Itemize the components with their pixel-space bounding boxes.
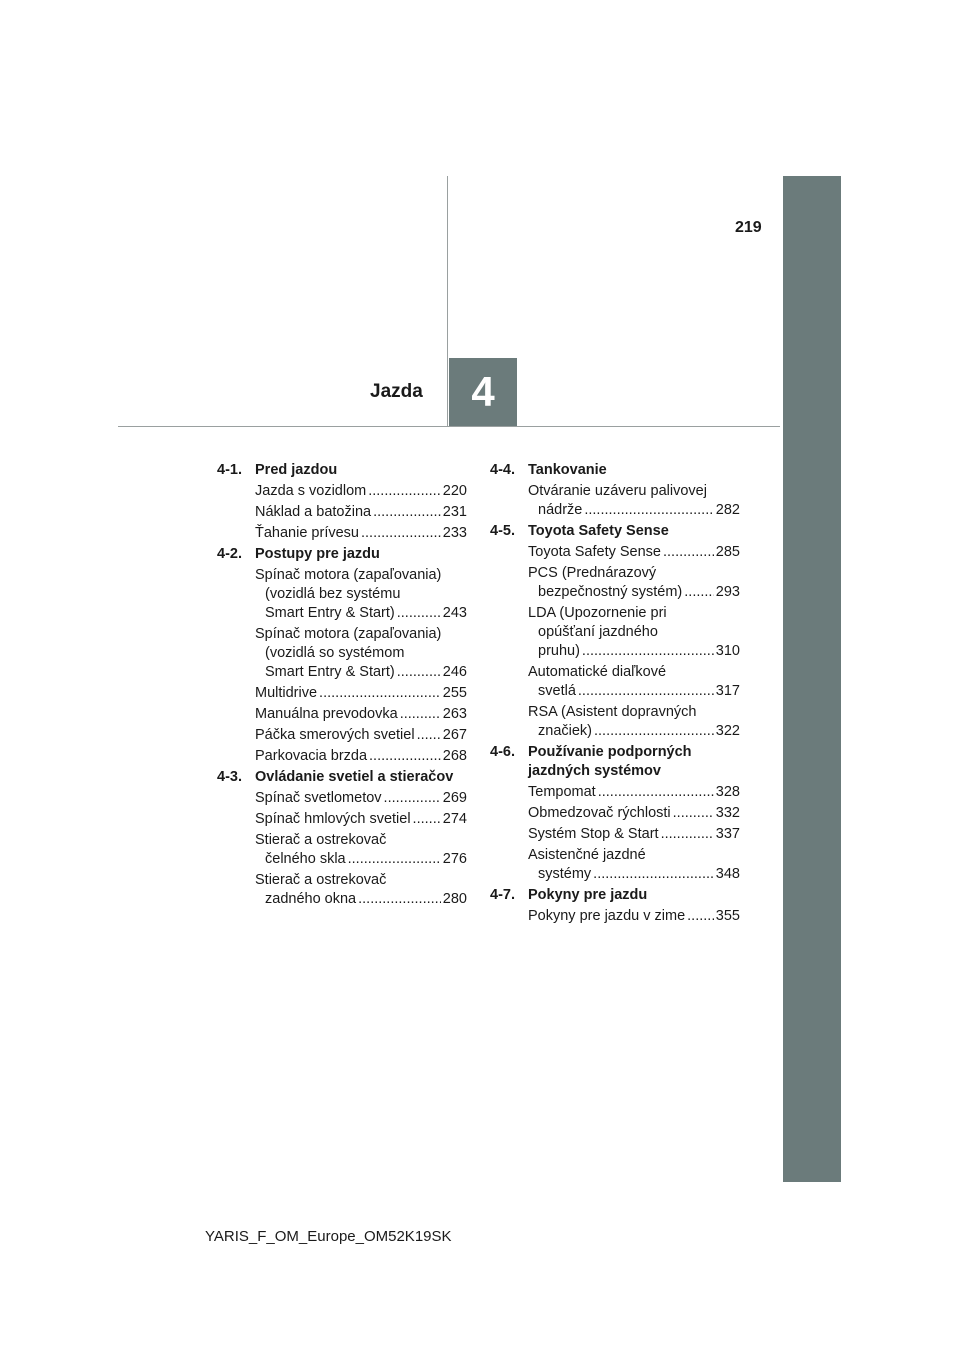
toc-leader-dots bbox=[397, 663, 441, 682]
toc-entry-page: 276 bbox=[442, 851, 467, 867]
section-title: Tankovanie bbox=[528, 462, 607, 478]
toc-entry-line bbox=[528, 501, 740, 520]
toc-section-heading[interactable] bbox=[217, 461, 467, 480]
toc-entry-line bbox=[255, 789, 467, 808]
toc-entry-page: 255 bbox=[442, 685, 467, 701]
toc-entry-text: bezpečnostný systém) bbox=[538, 584, 683, 600]
toc-entry-line bbox=[255, 503, 467, 522]
toc-entry[interactable] bbox=[528, 825, 740, 844]
toc-leader-dots bbox=[687, 907, 714, 926]
toc-section-heading[interactable] bbox=[490, 743, 740, 781]
toc-entry-page: 233 bbox=[442, 525, 467, 541]
section-title: Postupy pre jazdu bbox=[255, 546, 380, 562]
toc-entry-line bbox=[528, 907, 740, 926]
toc-entry-line bbox=[528, 543, 740, 562]
toc-entry-text: Pokyny pre jazdu v zime bbox=[528, 908, 686, 924]
toc-entry-line bbox=[255, 747, 467, 766]
toc-entry-line bbox=[528, 865, 740, 884]
toc-entry-page: 267 bbox=[442, 727, 467, 743]
toc-section-heading[interactable] bbox=[490, 461, 740, 480]
toc-entry-line bbox=[528, 783, 740, 802]
toc-entry[interactable] bbox=[255, 789, 467, 808]
toc-leader-dots bbox=[584, 501, 713, 520]
toc-entry-page: 246 bbox=[442, 664, 467, 680]
toc-entry-line bbox=[255, 482, 467, 501]
toc-entry-line bbox=[255, 850, 467, 869]
toc-entry-text: Parkovacia brzda bbox=[255, 748, 368, 764]
toc-entry-line bbox=[255, 663, 467, 682]
toc-entry[interactable] bbox=[528, 804, 740, 823]
toc-entry-page: 269 bbox=[442, 790, 467, 806]
section-number: 4-7. bbox=[490, 887, 515, 903]
toc-entry-page: 268 bbox=[442, 748, 467, 764]
toc-leader-dots bbox=[413, 810, 441, 829]
toc-section-heading[interactable] bbox=[490, 886, 740, 905]
toc-entry-text: Stierač a ostrekovač bbox=[255, 832, 387, 848]
toc-entry-text: Otváranie uzáveru palivovej bbox=[528, 483, 707, 499]
toc-entry-text: Multidrive bbox=[255, 685, 318, 701]
toc-entry[interactable] bbox=[255, 810, 467, 829]
toc-entry-text: Páčka smerových svetiel bbox=[255, 727, 415, 743]
toc-leader-dots bbox=[417, 726, 441, 745]
toc-entry-line bbox=[255, 890, 467, 909]
toc-entry-line bbox=[255, 726, 467, 745]
toc-entry-page: 293 bbox=[715, 584, 740, 600]
toc-entry-page: 332 bbox=[715, 805, 740, 821]
toc-entry-text: Náklad a batožina bbox=[255, 504, 372, 520]
toc-entry-text: Toyota Safety Sense bbox=[528, 544, 661, 560]
toc-entry-line bbox=[528, 583, 740, 602]
toc-entry-text: Smart Entry & Start) bbox=[265, 664, 395, 680]
header-horizontal-rule bbox=[118, 426, 780, 427]
toc-entry-line bbox=[255, 810, 467, 829]
toc-entry-page: 355 bbox=[715, 908, 740, 924]
chapter-number: 4 bbox=[471, 368, 495, 415]
toc-leader-dots bbox=[373, 503, 441, 522]
toc-entry[interactable] bbox=[255, 684, 467, 703]
section-number: 4-1. bbox=[217, 462, 242, 478]
toc-entry-text: Tempomat bbox=[528, 784, 596, 800]
toc-entry[interactable] bbox=[255, 566, 467, 623]
toc-entry[interactable] bbox=[255, 482, 467, 501]
toc-entry-text: Jazda s vozidlom bbox=[255, 483, 367, 499]
toc-entry[interactable] bbox=[255, 625, 467, 682]
toc-leader-dots bbox=[578, 682, 714, 701]
toc-leader-dots bbox=[361, 524, 441, 543]
toc-entry[interactable] bbox=[528, 564, 740, 602]
header-vertical-rule bbox=[447, 176, 448, 426]
document-footer: YARIS_F_OM_Europe_OM52K19SK bbox=[205, 1228, 452, 1245]
toc-leader-dots bbox=[663, 543, 714, 562]
toc-entry-text: systémy bbox=[538, 866, 592, 882]
toc-entry-page: 310 bbox=[715, 643, 740, 659]
toc-entry-line bbox=[255, 524, 467, 543]
toc-leader-dots bbox=[348, 850, 441, 869]
toc-entry-text: RSA (Asistent dopravných bbox=[528, 704, 697, 720]
chapter-sidebar-tab bbox=[783, 176, 841, 1182]
toc-entry-line bbox=[255, 604, 467, 623]
toc-entry-line bbox=[528, 722, 740, 741]
toc-entry[interactable] bbox=[528, 604, 740, 661]
toc-entry[interactable] bbox=[528, 482, 740, 520]
toc-leader-dots bbox=[673, 804, 714, 823]
toc-entry-text: PCS (Prednárazový bbox=[528, 565, 657, 581]
toc-entry-page: 337 bbox=[715, 826, 740, 842]
toc-entry[interactable] bbox=[528, 543, 740, 562]
toc-entry-page: 243 bbox=[442, 605, 467, 621]
toc-leader-dots bbox=[358, 890, 441, 909]
section-number: 4-2. bbox=[217, 546, 242, 562]
toc-entry-page: 220 bbox=[442, 483, 467, 499]
toc-entry[interactable] bbox=[528, 846, 740, 884]
toc-entry-text: Spínač motora (zapaľovania) bbox=[255, 626, 442, 642]
toc-entry-text: Spínač motora (zapaľovania) bbox=[255, 567, 442, 583]
toc-entry-page: 322 bbox=[715, 723, 740, 739]
toc-entry-line bbox=[255, 705, 467, 724]
toc-entry-text: Manuálna prevodovka bbox=[255, 706, 398, 722]
toc-entry-text: Spínač svetlometov bbox=[255, 790, 382, 806]
toc-entry[interactable] bbox=[528, 907, 740, 926]
toc-entry[interactable] bbox=[255, 831, 467, 869]
page-number: 219 bbox=[735, 219, 762, 236]
toc-entry-text: opúšťaní jazdného bbox=[538, 624, 658, 640]
toc-left-column bbox=[217, 459, 467, 911]
toc-entry-text: Smart Entry & Start) bbox=[265, 605, 395, 621]
section-title: Ovládanie svetiel a stieračov bbox=[255, 769, 454, 785]
toc-entry-text: Obmedzovač rýchlosti bbox=[528, 805, 671, 821]
toc-entry-text: Asistenčné jazdné bbox=[528, 847, 646, 863]
toc-entry-page: 328 bbox=[715, 784, 740, 800]
toc-section-heading[interactable] bbox=[490, 522, 740, 541]
toc-section-heading[interactable] bbox=[217, 768, 467, 787]
toc-leader-dots bbox=[594, 722, 714, 741]
toc-leader-dots bbox=[598, 783, 714, 802]
toc-entry-line bbox=[528, 825, 740, 844]
toc-entry[interactable] bbox=[528, 703, 740, 741]
toc-entry-text: nádrže bbox=[538, 502, 583, 518]
toc-right-column bbox=[490, 459, 740, 928]
toc-entry-text: značiek) bbox=[538, 723, 592, 739]
toc-leader-dots bbox=[684, 583, 714, 602]
toc-entry-text: (vozidlá bez systému bbox=[265, 586, 401, 602]
toc-entry-text: Spínač hmlových svetiel bbox=[255, 811, 411, 827]
section-title: Toyota Safety Sense bbox=[528, 523, 669, 539]
toc-entry-text: (vozidlá so systémom bbox=[265, 645, 405, 661]
toc-entry-page: 348 bbox=[715, 866, 740, 882]
toc-entry[interactable] bbox=[255, 726, 467, 745]
toc-leader-dots bbox=[369, 747, 441, 766]
section-number: 4-5. bbox=[490, 523, 515, 539]
toc-entry-line bbox=[255, 684, 467, 703]
toc-entry-page: 263 bbox=[442, 706, 467, 722]
toc-entry-page: 274 bbox=[442, 811, 467, 827]
toc-entry[interactable] bbox=[528, 783, 740, 802]
section-number: 4-6. bbox=[490, 744, 515, 760]
toc-entry-page: 231 bbox=[442, 504, 467, 520]
toc-entry-text: zadného okna bbox=[265, 891, 357, 907]
toc-section-heading[interactable] bbox=[217, 545, 467, 564]
toc-entry[interactable] bbox=[255, 705, 467, 724]
toc-entry-page: 282 bbox=[715, 502, 740, 518]
toc-entry-line bbox=[528, 804, 740, 823]
toc-entry[interactable] bbox=[255, 871, 467, 909]
toc-leader-dots bbox=[400, 705, 441, 724]
toc-leader-dots bbox=[593, 865, 714, 884]
section-title: Používanie podporných jazdných systémov bbox=[528, 744, 692, 779]
toc-entry-page: 317 bbox=[715, 683, 740, 699]
toc-leader-dots bbox=[582, 642, 714, 661]
toc-entry-text: Systém Stop & Start bbox=[528, 826, 659, 842]
toc-leader-dots bbox=[384, 789, 441, 808]
chapter-number-box bbox=[449, 358, 517, 426]
toc-leader-dots bbox=[397, 604, 441, 623]
toc-entry-text: pruhu) bbox=[538, 643, 580, 659]
toc-entry-line bbox=[528, 682, 740, 701]
toc-entry[interactable] bbox=[255, 524, 467, 543]
toc-entry[interactable] bbox=[255, 503, 467, 522]
section-title: Pred jazdou bbox=[255, 462, 338, 478]
section-number: 4-3. bbox=[217, 769, 242, 785]
chapter-title: Jazda bbox=[370, 381, 423, 402]
toc-entry-text: Automatické diaľkové bbox=[528, 664, 667, 680]
toc-entry-page: 285 bbox=[715, 544, 740, 560]
toc-leader-dots bbox=[319, 684, 441, 703]
toc-entry-text: LDA (Upozornenie pri bbox=[528, 605, 667, 621]
toc-entry[interactable] bbox=[528, 663, 740, 701]
toc-entry[interactable] bbox=[255, 747, 467, 766]
section-number: 4-4. bbox=[490, 462, 515, 478]
toc-entry-line bbox=[528, 642, 740, 661]
toc-entry-page: 280 bbox=[442, 891, 467, 907]
section-title: Pokyny pre jazdu bbox=[528, 887, 648, 903]
toc-entry-text: svetlá bbox=[538, 683, 576, 699]
toc-leader-dots bbox=[368, 482, 441, 501]
toc-entry-text: Ťahanie prívesu bbox=[255, 525, 359, 541]
toc-entry-text: čelného skla bbox=[265, 851, 346, 867]
toc-leader-dots bbox=[661, 825, 714, 844]
toc-entry-text: Stierač a ostrekovač bbox=[255, 872, 387, 888]
